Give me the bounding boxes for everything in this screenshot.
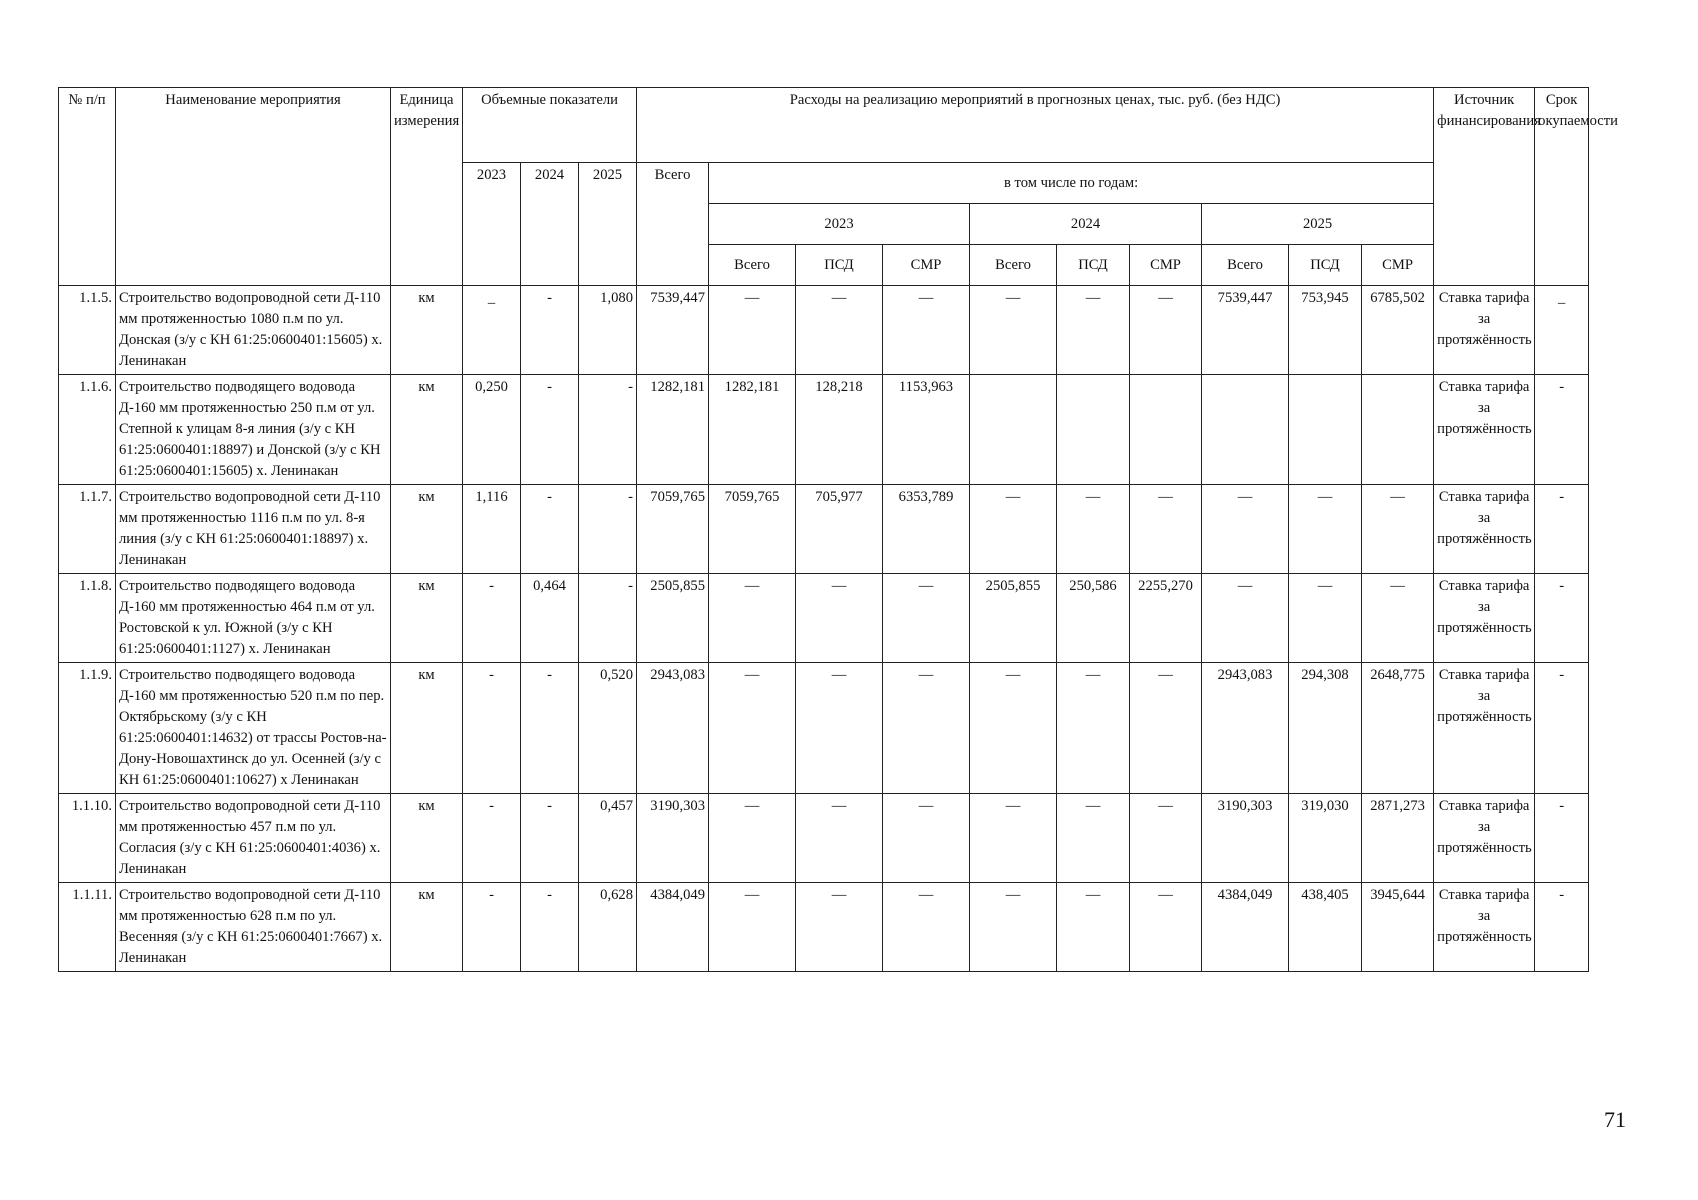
- cell-unit: км: [391, 883, 463, 972]
- cell-total: 2943,083: [637, 663, 709, 794]
- cell-2025-psd: —: [1289, 485, 1362, 574]
- cell-total: 7539,447: [637, 286, 709, 375]
- cell-2023-psd: —: [796, 663, 883, 794]
- table-body: [59, 286, 1589, 972]
- cell-2025-smr: —: [1362, 485, 1434, 574]
- cell-2023-total: —: [709, 663, 796, 794]
- cell-2025-smr: 3945,644: [1362, 883, 1434, 972]
- cell-volume-2024: -: [521, 286, 579, 375]
- table-row: [59, 794, 1589, 883]
- cell-num: 1.1.11.: [59, 883, 116, 972]
- cell-volume-2025: 1,080: [579, 286, 637, 375]
- cell-2023-smr: —: [883, 794, 970, 883]
- header-2023-smr: СМР: [883, 245, 970, 286]
- cell-2024-total: —: [970, 794, 1057, 883]
- cell-payback: -: [1535, 485, 1589, 574]
- cell-2023-smr: 6353,789: [883, 485, 970, 574]
- cell-2025-smr: 2871,273: [1362, 794, 1434, 883]
- header-volume-2023: 2023: [463, 163, 521, 286]
- cell-2023-psd: —: [796, 883, 883, 972]
- cell-volume-2025: 0,520: [579, 663, 637, 794]
- table-row: [59, 883, 1589, 972]
- cell-name: Строительство водопроводной сети Д-110 мм протяженностью 1080 п.м по ул. Донская (з/у с КН 61:25:0600401:15605) х. Ленинакан: [116, 286, 391, 375]
- cell-2023-total: 7059,765: [709, 485, 796, 574]
- cell-2024-psd: —: [1057, 485, 1130, 574]
- cell-volume-2023: -: [463, 574, 521, 663]
- cell-unit: км: [391, 375, 463, 485]
- cell-volume-2024: -: [521, 663, 579, 794]
- cell-2023-smr: —: [883, 663, 970, 794]
- cell-2024-psd: —: [1057, 286, 1130, 375]
- cell-2024-smr: —: [1130, 663, 1202, 794]
- cell-2024-smr: [1130, 375, 1202, 485]
- cell-2024-psd: 250,586: [1057, 574, 1130, 663]
- measures-table-container: [58, 87, 1618, 972]
- cell-2025-total: 7539,447: [1202, 286, 1289, 375]
- cell-2024-total: —: [970, 286, 1057, 375]
- header-volume-2025: 2025: [579, 163, 637, 286]
- table-row: [59, 574, 1589, 663]
- table-row: [59, 663, 1589, 794]
- cell-2023-psd: 705,977: [796, 485, 883, 574]
- cell-volume-2025: 0,457: [579, 794, 637, 883]
- cell-2024-total: —: [970, 663, 1057, 794]
- cell-2023-total: —: [709, 794, 796, 883]
- cell-num: 1.1.8.: [59, 574, 116, 663]
- cell-volume-2023: 0,250: [463, 375, 521, 485]
- cell-volume-2023: -: [463, 663, 521, 794]
- cell-volume-2025: -: [579, 485, 637, 574]
- header-2023-total: Всего: [709, 245, 796, 286]
- cell-2023-psd: 128,218: [796, 375, 883, 485]
- cell-unit: км: [391, 286, 463, 375]
- cell-2023-total: —: [709, 883, 796, 972]
- cell-name: Строительство водопроводной сети Д-110 мм протяженностью 1116 п.м по ул. 8-я линия (з/у с КН 61:25:0600401:18897) х. Ленинакан: [116, 485, 391, 574]
- cell-2025-smr: 6785,502: [1362, 286, 1434, 375]
- cell-total: 4384,049: [637, 883, 709, 972]
- cell-unit: км: [391, 485, 463, 574]
- cell-2025-total: —: [1202, 574, 1289, 663]
- cell-num: 1.1.5.: [59, 286, 116, 375]
- cell-name: Строительство подводящего водовода Д-160 мм протяженностью 250 п.м от ул. Степной к улицам 8-я линия (з/у с КН 61:25:0600401:18897) и Донской (з/у с КН 61:25:0600401:15605) х. Ленинакан: [116, 375, 391, 485]
- header-volume-2024: 2024: [521, 163, 579, 286]
- cell-2024-smr: —: [1130, 794, 1202, 883]
- table-row: [59, 485, 1589, 574]
- cell-2023-total: —: [709, 286, 796, 375]
- cell-name: Строительство водопроводной сети Д-110 мм протяженностью 457 п.м по ул. Согласия (з/у с КН 61:25:0600401:4036) х. Ленинакан: [116, 794, 391, 883]
- header-2025-total: Всего: [1202, 245, 1289, 286]
- cell-2023-smr: —: [883, 574, 970, 663]
- cell-payback: -: [1535, 883, 1589, 972]
- cell-num: 1.1.6.: [59, 375, 116, 485]
- cell-2025-smr: 2648,775: [1362, 663, 1434, 794]
- cell-source: Ставка тарифа за протяжённость: [1434, 485, 1535, 574]
- header-unit: Единица измерения: [391, 88, 463, 286]
- cell-2025-total: —: [1202, 485, 1289, 574]
- cell-2023-psd: —: [796, 286, 883, 375]
- cell-2025-psd: 319,030: [1289, 794, 1362, 883]
- cell-total: 1282,181: [637, 375, 709, 485]
- cell-volume-2025: 0,628: [579, 883, 637, 972]
- cell-2023-total: 1282,181: [709, 375, 796, 485]
- cell-source: Ставка тарифа за протяжённость: [1434, 794, 1535, 883]
- header-exp-2023: 2023: [709, 204, 970, 245]
- cell-volume-2024: -: [521, 485, 579, 574]
- cell-volume-2025: -: [579, 574, 637, 663]
- cell-payback: _: [1535, 286, 1589, 375]
- cell-unit: км: [391, 574, 463, 663]
- cell-volume-2023: 1,116: [463, 485, 521, 574]
- cell-num: 1.1.10.: [59, 794, 116, 883]
- cell-2025-psd: [1289, 375, 1362, 485]
- cell-2024-smr: —: [1130, 485, 1202, 574]
- cell-2024-psd: [1057, 375, 1130, 485]
- header-exp-2024: 2024: [970, 204, 1202, 245]
- table-row: [59, 375, 1589, 485]
- cell-2023-smr: —: [883, 286, 970, 375]
- cell-2024-psd: —: [1057, 794, 1130, 883]
- cell-2023-smr: —: [883, 883, 970, 972]
- cell-2025-total: 4384,049: [1202, 883, 1289, 972]
- table-row: [59, 286, 1589, 375]
- cell-num: 1.1.7.: [59, 485, 116, 574]
- header-by-years: в том числе по годам:: [709, 163, 1434, 204]
- header-payback: Срок окупаемости: [1535, 88, 1589, 286]
- cell-2024-total: —: [970, 883, 1057, 972]
- cell-2023-psd: —: [796, 574, 883, 663]
- cell-payback: -: [1535, 574, 1589, 663]
- cell-2023-smr: 1153,963: [883, 375, 970, 485]
- cell-volume-2023: -: [463, 794, 521, 883]
- header-2023-psd: ПСД: [796, 245, 883, 286]
- cell-2024-smr: —: [1130, 883, 1202, 972]
- cell-payback: -: [1535, 663, 1589, 794]
- header-source: Источник финансирования: [1434, 88, 1535, 286]
- cell-volume-2023: _: [463, 286, 521, 375]
- header-2025-psd: ПСД: [1289, 245, 1362, 286]
- header-2025-smr: СМР: [1362, 245, 1434, 286]
- cell-source: Ставка тарифа за протяжённость: [1434, 663, 1535, 794]
- cell-source: Ставка тарифа за протяжённость: [1434, 883, 1535, 972]
- cell-2023-psd: —: [796, 794, 883, 883]
- cell-name: Строительство подводящего водовода Д-160 мм протяженностью 520 п.м по пер. Октябрьскому (з/у с КН 61:25:0600401:14632) от трассы Ростов-на-Дону-Новошахтинск до ул. Осенней (з/у с КН 61:25:0600401:10627) х Ленинакан: [116, 663, 391, 794]
- cell-2024-smr: 2255,270: [1130, 574, 1202, 663]
- cell-total: 7059,765: [637, 485, 709, 574]
- cell-2024-psd: —: [1057, 883, 1130, 972]
- cell-name: Строительство подводящего водовода Д-160 мм протяженностью 464 п.м от ул. Ростовской к ул. Южной (з/у с КН 61:25:0600401:1127) х. Ленинакан: [116, 574, 391, 663]
- cell-2025-total: 3190,303: [1202, 794, 1289, 883]
- cell-num: 1.1.9.: [59, 663, 116, 794]
- header-exp-2025: 2025: [1202, 204, 1434, 245]
- cell-2025-psd: 438,405: [1289, 883, 1362, 972]
- cell-unit: км: [391, 794, 463, 883]
- cell-unit: км: [391, 663, 463, 794]
- cell-2024-psd: —: [1057, 663, 1130, 794]
- cell-volume-2025: -: [579, 375, 637, 485]
- page-number: 71: [1604, 1107, 1626, 1132]
- cell-name: Строительство водопроводной сети Д-110 мм протяженностью 628 п.м по ул. Весенняя (з/у с КН 61:25:0600401:7667) х. Ленинакан: [116, 883, 391, 972]
- cell-volume-2024: -: [521, 883, 579, 972]
- header-name: Наименование мероприятия: [116, 88, 391, 286]
- measures-table: [58, 87, 1618, 972]
- cell-2025-psd: 294,308: [1289, 663, 1362, 794]
- cell-2023-total: —: [709, 574, 796, 663]
- cell-source: Ставка тарифа за протяжённость: [1434, 574, 1535, 663]
- cell-source: Ставка тарифа за протяжённость: [1434, 375, 1535, 485]
- cell-2024-total: —: [970, 485, 1057, 574]
- cell-2024-total: 2505,855: [970, 574, 1057, 663]
- header-volume: Объемные показатели: [463, 88, 637, 163]
- cell-total: 2505,855: [637, 574, 709, 663]
- cell-2025-smr: —: [1362, 574, 1434, 663]
- cell-2024-smr: —: [1130, 286, 1202, 375]
- cell-payback: -: [1535, 375, 1589, 485]
- cell-2025-psd: —: [1289, 574, 1362, 663]
- cell-volume-2023: -: [463, 883, 521, 972]
- cell-volume-2024: -: [521, 375, 579, 485]
- header-2024-total: Всего: [970, 245, 1057, 286]
- header-2024-smr: СМР: [1130, 245, 1202, 286]
- cell-2025-psd: 753,945: [1289, 286, 1362, 375]
- cell-2024-total: [970, 375, 1057, 485]
- cell-total: 3190,303: [637, 794, 709, 883]
- cell-2025-total: 2943,083: [1202, 663, 1289, 794]
- header-total: Всего: [637, 163, 709, 286]
- cell-2025-total: [1202, 375, 1289, 485]
- cell-source: Ставка тарифа за протяжённость: [1434, 286, 1535, 375]
- cell-volume-2024: -: [521, 794, 579, 883]
- header-num: № п/п: [59, 88, 116, 286]
- cell-2025-smr: [1362, 375, 1434, 485]
- cell-payback: -: [1535, 794, 1589, 883]
- cell-volume-2024: 0,464: [521, 574, 579, 663]
- header-2024-psd: ПСД: [1057, 245, 1130, 286]
- header-expenses: Расходы на реализацию мероприятий в прогнозных ценах, тыс. руб. (без НДС): [637, 88, 1434, 163]
